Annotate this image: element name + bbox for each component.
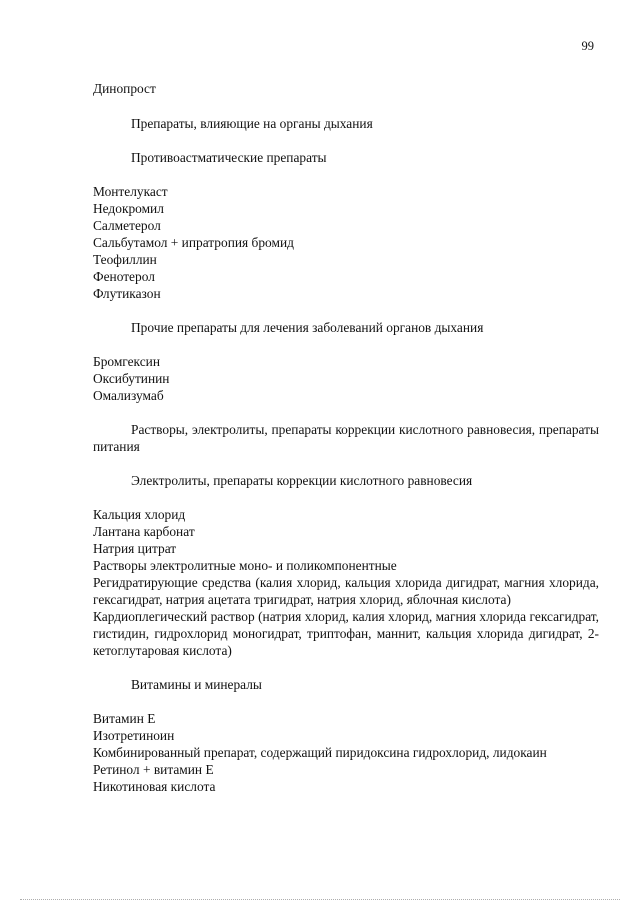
electrolytes-list — [93, 506, 599, 659]
list-item: Изотретиноин — [93, 728, 175, 743]
section-heading-other-respiratory: Прочие препараты для лечения заболеваний органов дыхания — [131, 320, 484, 335]
section-heading-electrolytes: Электролиты, препараты коррекции кислотного равновесия — [131, 473, 473, 488]
scan-artifact-line — [20, 899, 620, 900]
other-respiratory-list — [93, 353, 599, 404]
list-item: Растворы электролитные моно- и поликомпонентные — [93, 558, 397, 573]
list-item: Монтелукаст — [93, 184, 168, 199]
list-item: Витамин E — [93, 711, 156, 726]
list-item-dinoprost: Динопрост — [93, 81, 156, 96]
list-item: Никотиновая кислота — [93, 779, 216, 794]
list-item: Регидратирующие средства (калия хлорид, кальция хлорида дигидрат, магния хлорида, гексагидрат, натрия ацетата тригидрат, натрия хлорид, яблочная кислота) — [93, 575, 599, 607]
section-heading-vitamins: Витамины и минералы — [131, 677, 262, 692]
list-item: Сальбутамол + ипратропия бромид — [93, 235, 294, 250]
section-heading-solutions: Растворы, электролиты, препараты коррекции кислотного равновесия, препараты питания — [93, 422, 599, 454]
section-heading-antiasthmatic: Противоастматические препараты — [131, 150, 327, 165]
list-item: Лантана карбонат — [93, 524, 195, 539]
list-item: Омализумаб — [93, 388, 164, 403]
list-item: Комбинированный препарат, содержащий пиридоксина гидрохлорид, лидокаин — [93, 745, 547, 760]
antiasthmatic-list — [93, 183, 599, 302]
list-item: Салметерол — [93, 218, 161, 233]
section-heading-respiratory: Препараты, влияющие на органы дыхания — [131, 116, 373, 131]
list-item: Бромгексин — [93, 354, 161, 369]
list-item: Кальция хлорид — [93, 507, 186, 522]
list-item: Фенотерол — [93, 269, 155, 284]
list-item: Кардиоплегический раствор (натрия хлорид, калия хлорид, магния хлорида гексагидрат, гистидин, гидрохлорид моногидрат, триптофан, маннит, кальция хлорида дигидрат, 2-кетоглутаровая кислота) — [93, 609, 599, 658]
page-number: 99 — [581, 39, 594, 53]
vitamins-list — [93, 710, 599, 795]
list-item: Натрия цитрат — [93, 541, 177, 556]
list-item: Флутиказон — [93, 286, 161, 301]
list-item: Оксибутинин — [93, 371, 170, 386]
list-item: Теофиллин — [93, 252, 157, 267]
list-item: Ретинол + витамин E — [93, 762, 214, 777]
document-content — [93, 80, 599, 812]
list-item: Недокромил — [93, 201, 164, 216]
